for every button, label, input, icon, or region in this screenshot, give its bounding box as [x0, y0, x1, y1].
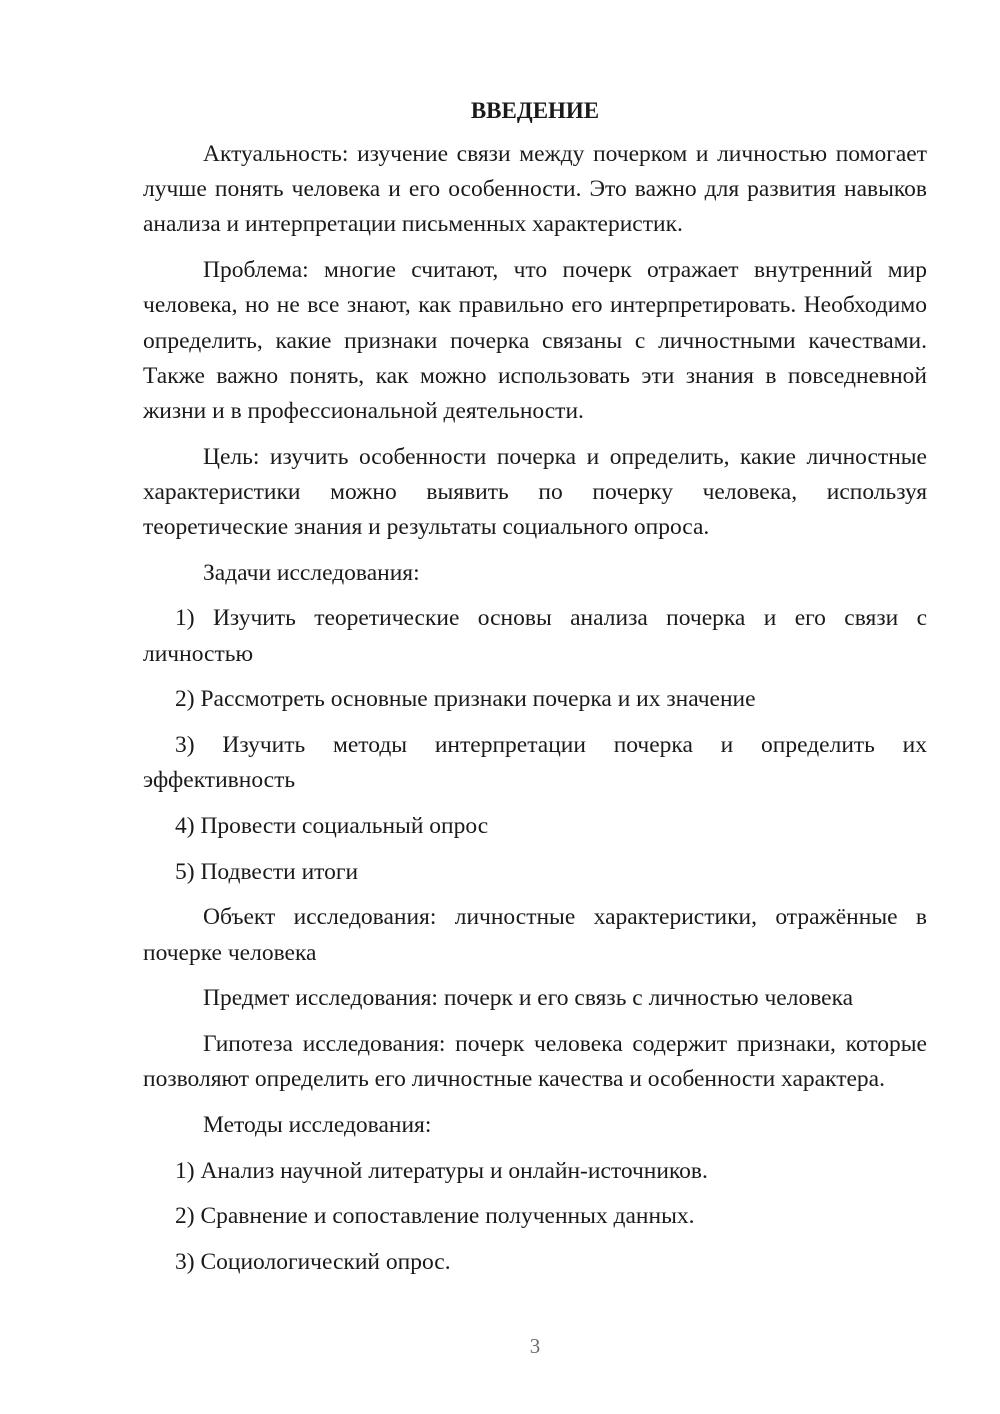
task-item: 4) Провести социальный опрос: [175, 812, 489, 839]
task-item: 5) Подвести итоги: [175, 858, 359, 885]
methods-heading: Методы исследования:: [203, 1111, 432, 1138]
task-item: 1) Изучить теоретические основы анализа почерка и его связи с личностью: [143, 605, 927, 667]
relevance-paragraph: Актуальность: изучение связи между почерком и личностью помогает лучше понять человека и его особенности. Это важно для развития навыков анализа и интерпретации письменных характеристик.: [143, 141, 927, 238]
method-item: 3) Социологический опрос.: [175, 1248, 451, 1275]
hypothesis-paragraph: Гипотеза исследования: почерк человека содержит признаки, которые позволяют определить его личностные качества и особенности характера.: [143, 1030, 927, 1093]
object-paragraph: Объект исследования: личностные характеристики, отражённые в почерке человека: [143, 904, 927, 966]
task-item: 3) Изучить методы интерпретации почерка и определить их эффективность: [143, 732, 927, 794]
page-number: 3: [529, 1334, 541, 1358]
method-item: 2) Сравнение и сопоставление полученных данных.: [175, 1203, 695, 1230]
section-title: ВВЕДЕНИЕ: [470, 98, 600, 123]
task-item: 2) Рассмотреть основные признаки почерка и их значение: [175, 686, 756, 713]
tasks-heading: Задачи исследования:: [203, 559, 420, 586]
problem-paragraph: Проблема: многие считают, что почерк отражает внутренний мир человека, но не все знают, как правильно его интерпретировать. Необходимо определить, какие признаки почерка связаны с личностными качествами. Также важно понять, как можно использовать эти знания в повседневной жизни и в профессиональной деятельности.: [143, 257, 927, 424]
subject-paragraph: Предмет исследования: почерк и его связь с личностью человека: [203, 985, 854, 1012]
method-item: 1) Анализ научной литературы и онлайн-источников.: [175, 1157, 708, 1184]
goal-paragraph: Цель: изучить особенности почерка и определить, какие личностные характеристики можно выявить по почерку человека, используя теоретические знания и результаты социального опроса.: [143, 443, 927, 541]
document-body: [143, 95, 927, 1291]
